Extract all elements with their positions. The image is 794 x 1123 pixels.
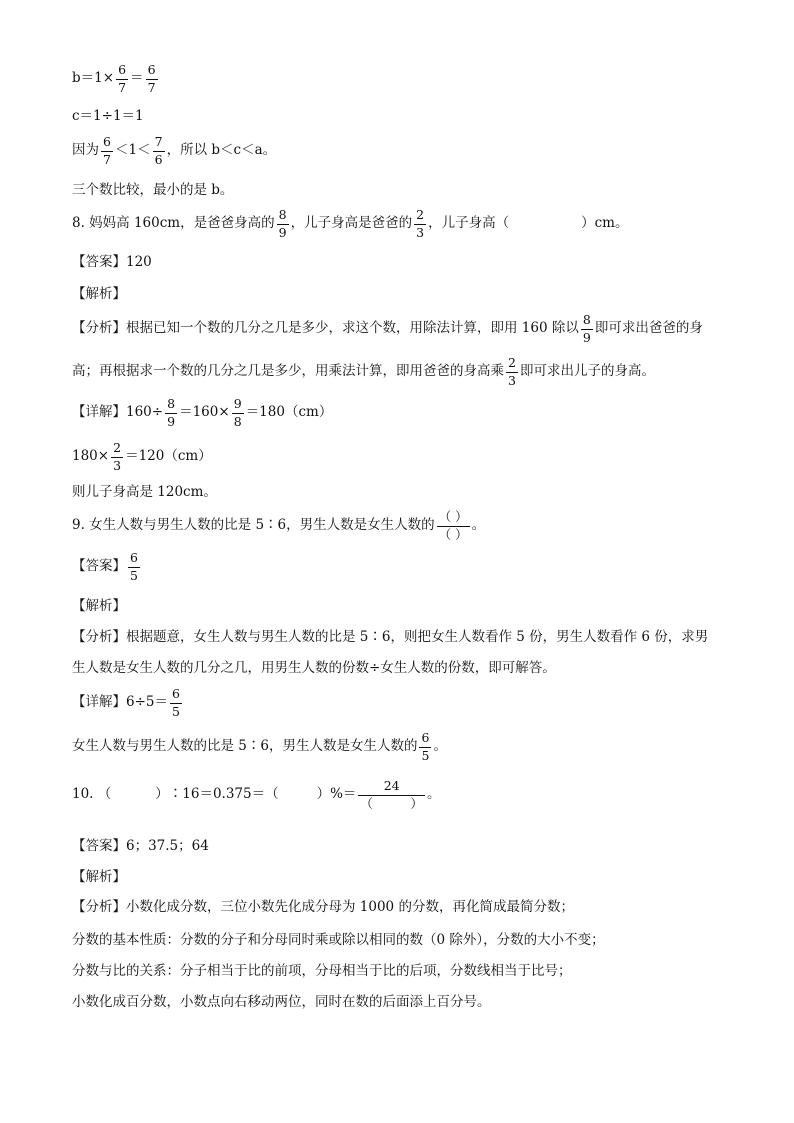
text: 。 <box>471 517 486 534</box>
text: ，儿子身高是爸爸的 <box>290 215 413 232</box>
text: ，儿子身高（ <box>428 215 510 232</box>
analysis-9-line1: 【分析】根据题意，女生人数与男生人数的比是 5∶6，则把女生人数看作 5 份，男生人数看作 6 份，求男 <box>72 629 709 645</box>
fraction-6-5: 6 5 <box>170 688 182 718</box>
detail-8-line3: 则儿子身高是 120cm。 <box>72 484 217 500</box>
detail-8-line1 <box>72 398 332 428</box>
answer-tag: 【答案】 <box>72 558 126 575</box>
text: 9. 女生人数与男生人数的比是 5∶6，男生人数是女生人数的 <box>72 517 435 534</box>
line-compare: 三个数比较，最小的是 b。 <box>72 182 234 198</box>
text: ＜1＜ <box>115 142 151 159</box>
question-10 <box>72 780 440 810</box>
fraction-6-7: $\frac{6}{7}$ <box>116 64 128 94</box>
fraction-8-9: $\frac{8}{9}$ <box>165 398 177 428</box>
fraction-2-3: 2 3 <box>506 357 518 387</box>
jiexi-tag: 【解析】 <box>72 598 126 614</box>
fraction-8-9: 8 9 <box>581 314 593 344</box>
analysis-10-line4: 小数化成百分数，小数点向右移动两位，同时在数的后面添上百分号。 <box>72 994 491 1010</box>
answer-tag: 【答案】 <box>72 254 126 270</box>
text: 即可求出儿子的身高。 <box>520 363 655 380</box>
text: 女生人数与男生人数的比是 5∶6，男生人数是女生人数的 <box>72 738 418 755</box>
analysis-10-line2: 分数的基本性质：分数的分子和分母同时乘或除以相同的数（0 除外），分数的大小不变； <box>72 932 605 948</box>
text: 因为 <box>72 142 99 159</box>
text: 8. 妈妈高 160cm，是爸爸身高的 <box>72 215 275 232</box>
analysis-10-line1: 【分析】小数化成分数，三位小数先化成分母为 1000 的分数，再化简成最简分数； <box>72 899 574 915</box>
answer-8 <box>72 256 152 270</box>
detail-9-line1 <box>72 688 184 718</box>
fraction-6-7: 6 7 <box>101 136 113 166</box>
jiexi-tag: 【解析】 <box>72 286 126 302</box>
text: 。 <box>426 786 441 803</box>
text: ）%＝ <box>316 786 357 803</box>
line-c: c＝1÷1＝1 <box>72 108 144 124</box>
fraction-2-3: $\frac{2}{3}$ <box>111 442 123 472</box>
answer-tag: 【答案】 <box>72 838 126 854</box>
text: 即可求出爸爸的身 <box>594 320 703 337</box>
text: 【分析】根据已知一个数的几分之几是多少，求这个数，用除法计算，即用 160 除以 <box>72 320 579 337</box>
text: ，所以 b＜c＜a。 <box>166 142 277 159</box>
analysis-9-line2: 生人数是女生人数的几分之几，用男生人数的份数÷女生人数的份数，即可解答。 <box>72 660 556 676</box>
fraction-6-5: 6 5 <box>419 732 431 762</box>
text: 180× <box>72 448 110 465</box>
question-9 <box>72 511 485 541</box>
fraction-9-8: $\frac{9}{8}$ <box>232 398 244 428</box>
fraction-6-7: 6 7 <box>146 64 158 94</box>
detail-8-line2 <box>72 442 212 472</box>
answer-value: 120 <box>126 254 152 270</box>
fraction-2-3: 2 3 <box>414 209 426 239</box>
analysis-10-line3: 分数与比的关系：分子相当于比的前项，分母相当于比的后项，分数线相当于比号； <box>72 963 572 979</box>
jiexi-tag: 【解析】 <box>72 869 126 885</box>
line-b <box>72 64 160 94</box>
text: 【详解】6÷5＝ <box>72 694 168 711</box>
answer-value: 6；37.5；64 <box>126 838 209 854</box>
text: ＝120（cm） <box>125 448 212 465</box>
answer-10 <box>72 840 209 854</box>
detail-9-line2 <box>72 732 447 762</box>
fraction-6-5: 6 5 <box>128 552 140 582</box>
text: 高；再根据求一个数的几分之几是多少，用乘法计算，即用爸爸的身高乘 <box>72 363 504 380</box>
text: ）cm。 <box>581 215 629 232</box>
fraction-7-6: 7 6 <box>153 136 165 166</box>
text: 【详解】160÷ <box>72 404 164 421</box>
analysis-8-line2 <box>72 357 655 387</box>
line-yinwei <box>72 136 276 166</box>
text: ）∶16＝0.375＝（ <box>155 786 279 803</box>
text: 10. （ <box>72 786 112 803</box>
text: ＝180（cm） <box>245 404 333 421</box>
question-8 <box>72 209 628 239</box>
analysis-8-line1 <box>72 314 703 344</box>
text: 。 <box>433 738 447 755</box>
answer-9 <box>72 552 142 582</box>
text: ＝160× <box>179 404 230 421</box>
blank-fraction: （ ） （ ） <box>438 509 468 542</box>
text: ＝ <box>130 70 144 87</box>
fraction-8-9: 8 9 <box>277 209 289 239</box>
text: b＝1× <box>72 70 115 87</box>
fraction-24-blank: 24 （ ） <box>360 778 423 811</box>
